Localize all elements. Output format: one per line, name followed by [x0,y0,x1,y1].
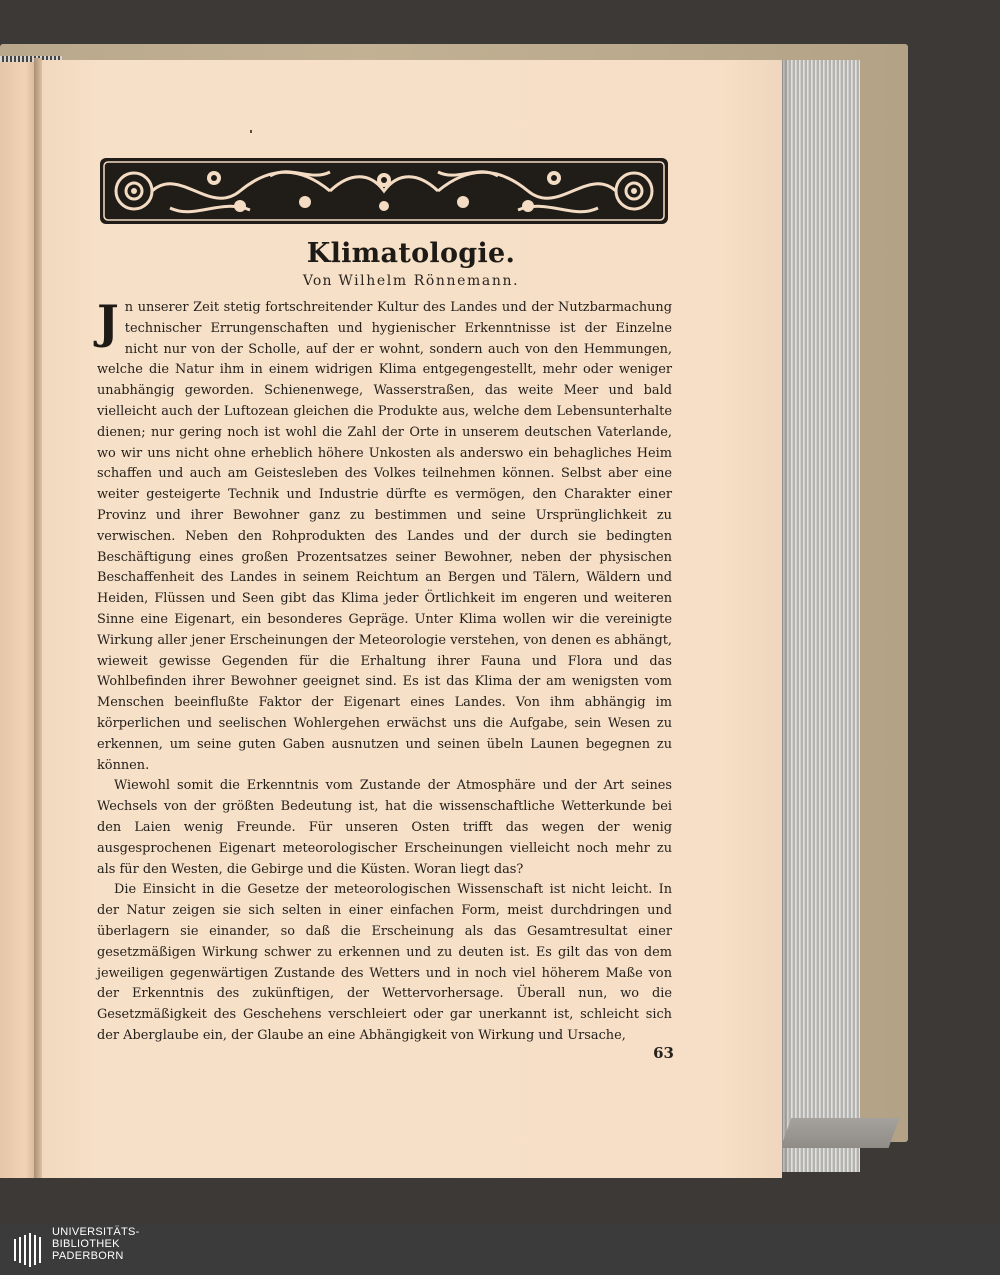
paragraph-1-text: n unserer Zeit stetig fortschreitender Kultur des Landes und der Nutzbarmachung technischer Errungenschaften und hygienischer Erkenntnisse ist der Einzelne nicht nur von der Scholle, auf der er wohnt, sondern auch von den Hemmungen, welche die Natur ihm in einem widrigen Klima entgegengestellt, mehr oder weniger unabhängig geworden. Schienenwege, Wasserstraßen, das weite Meer und bald vielleicht auch der Luftozean gleichen die Produkte aus, welche dem Lebensunterhalte dienen; nur gering noch ist wohl die Zahl der Orte in unserem deutschen Vaterlande, wo wir uns nicht ohne erheblich höhere Unkosten als anderswo ein behagliches Heim schaffen und auch am Geistesleben des Volkes teilnehmen können. Selbst aber eine weiter gesteigerte Technik und Industrie dürfte es vermögen, den Charakter einer Provinz und ihrer Bewohner ganz zu bestimmen und seine Ursprünglichkeit zu verwischen. Neben den Rohprodukten des Landes und der durch sie bedingten Beschäftigung eines großen Prozentsatzes seiner Bewohner, neben der physischen Beschaffenheit des Landes in seinem Reichtum an Bergen und Tälern, Wäldern und Heiden, Flüssen und Seen gibt das Klima jeder Örtlichkeit im engeren und weiteren Sinne eine Eigenart, ein besonderes Gepräge. Unter Klima wollen wir die vereinigte Wirkung aller jener Erscheinungen der Meteorologie verstehen, von denen es abhängt, wieweit gewisse Gegenden für die Erhaltung ihrer Fauna und Flora und das Wohlbefinden ihrer Bewohner geeignet sind. Es ist das Klima der am wenigsten vom Menschen beeinflußte Faktor der Eigenart eines Landes. Von ihm abhängig im körperlichen und seelischen Wohlergehen erwächst uns die Aufgabe, sein Wesen zu erkennen, um seine guten Gaben ausnutzen und seinen übeln Launen begegnen zu können. [97,300,672,773]
paragraph-1 [97,295,672,776]
library-name-line-1: UNIVERSITÄTS- [52,1226,140,1238]
ink-speck [250,130,252,133]
drop-cap: J [97,295,119,349]
author-name: Wilhelm Rönnemann. [338,273,520,289]
library-name [52,1226,140,1262]
paragraph-3: Die Einsicht in die Gesetze der meteorologischen Wissenschaft ist nicht leicht. In der Natur zeigen sie sich selten in einer einfachen Form, meist durchdringen und überlagern sie einander, so daß die Erscheinung als das Gesamtresultat einer gesetzmäßigen Wirkung schwer zu erkennen und zu deuten ist. Es gilt das von dem jeweiligen gegenwärtigen Zustande des Wetters und in noch viel höherem Maße von der Erkenntnis des zukünftigen, der Wettervorhersage. Überall nun, wo die Gesetzmäßigkeit des Geschehens verschleiert oder gar unerkannt ist, schleicht sich der Aberglaube ein, der Glaube an eine Abhängigkeit von Wirkung und Ursache, [97,882,672,1043]
university-library-logo-icon [10,1231,48,1269]
byline-prefix: Von [302,273,333,289]
page-number: 63 [653,1044,674,1062]
article-byline [40,273,782,289]
article-body [97,295,672,1047]
article-title: Klimatologie. [306,238,516,269]
paragraph-2: Wiewohl somit die Erkenntnis vom Zustande der Atmosphäre und der Art seines Wechsels von der größten Bedeutung ist, hat die wissenschaftliche Wetterkunde bei den Laien wenig Freunde. Für unseren Osten trifft das wegen der wenig ausgesprochenen Eigenart meteorologischer Erscheinungen vielleicht noch mehr zu als für den Westen, die Gebirge und die Küsten. Woran liegt das? [97,778,672,877]
page-stack [780,60,860,1172]
book-gutter [34,58,42,1178]
library-footer [0,1225,1000,1275]
library-name-line-2: BIBLIOTHEK [52,1238,120,1250]
left-page [0,58,36,1178]
page-stack-bottom [781,1118,900,1148]
library-name-line-3: PADERBORN [52,1250,124,1262]
header-ornament [100,158,668,224]
